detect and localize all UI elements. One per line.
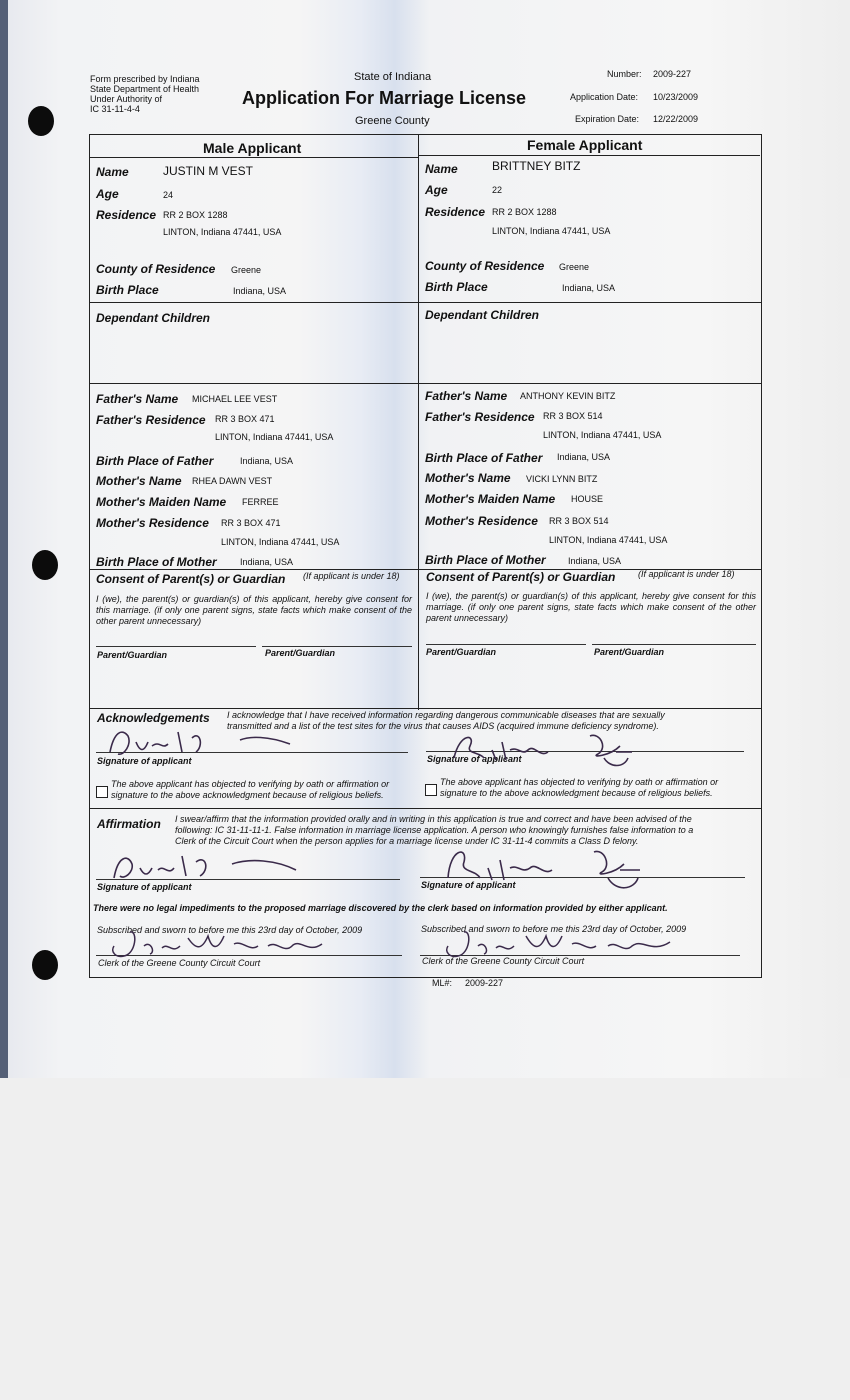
father-name-label: Father's Name <box>96 392 179 406</box>
female-mother-name: VICKI LYNN BITZ <box>526 474 598 484</box>
male-age: 24 <box>163 190 174 200</box>
divider <box>89 157 419 158</box>
mother-maiden-name-label: Mother's Maiden Name <box>425 492 556 506</box>
father-residence-label: Father's Residence <box>425 410 535 424</box>
mother-birth-place-label: Birth Place of Mother <box>96 555 217 569</box>
male-signature-affirmation <box>100 848 310 884</box>
signature-of-applicant-label: Signature of applicant <box>421 880 516 890</box>
clerk-label: Clerk of the Greene County Circuit Court <box>98 958 261 968</box>
male-father-residence-line2: LINTON, Indiana 47441, USA <box>215 432 334 442</box>
affirmation-text-line2: following: IC 31-11-11-1. False information in marriage license application. A person who knowingly furnishes false information to a <box>175 825 694 835</box>
page-title: Application For Marriage License <box>242 88 527 108</box>
religious-objection-checkbox[interactable] <box>96 786 108 798</box>
acknowledgements-text-line2: transmitted and a list of the test sites for the virus that causes AIDS (acquired immune deficiency syndrome). <box>227 721 659 731</box>
female-father-residence-line1: RR 3 BOX 514 <box>543 411 603 421</box>
male-mother-residence-line1: RR 3 BOX 471 <box>221 518 281 528</box>
father-name-label: Father's Name <box>425 389 508 403</box>
signature-of-applicant-label: Signature of applicant <box>427 754 522 764</box>
signature-line <box>592 644 756 645</box>
female-mother-maiden-name: HOUSE <box>571 494 604 504</box>
name-label: Name <box>96 165 129 179</box>
age-label: Age <box>96 187 119 201</box>
parent-guardian-label: Parent/Guardian <box>97 650 168 660</box>
male-residence-line1: RR 2 BOX 1288 <box>163 210 228 220</box>
acknowledgements-text-line1: I acknowledge that I have received information regarding dangerous communicable diseases that are sexually <box>227 710 665 720</box>
ml-number-label: ML#: <box>432 978 453 988</box>
female-county: Greene <box>559 262 590 272</box>
signature-line <box>262 646 412 647</box>
female-residence-line2: LINTON, Indiana 47441, USA <box>492 226 611 236</box>
female-father-name: ANTHONY KEVIN BITZ <box>520 391 616 401</box>
application-date: 10/23/2009 <box>653 92 699 102</box>
father-birth-place-label: Birth Place of Father <box>96 454 214 468</box>
sworn-statement: Subscribed and sworn to before me this 23rd day of October, 2009 <box>421 924 687 934</box>
father-birth-place-label: Birth Place of Father <box>425 451 543 465</box>
consent-label: Consent of Parent(s) or Guardian <box>96 572 286 586</box>
license-number: 2009-227 <box>653 69 692 79</box>
divider <box>89 808 761 809</box>
divider <box>418 155 760 156</box>
parent-guardian-label: Parent/Guardian <box>265 648 336 658</box>
clerk-signature <box>430 924 690 964</box>
female-birth-place: Indiana, USA <box>562 283 616 293</box>
county-of-residence-label: County of Residence <box>96 262 216 276</box>
signature-line <box>96 646 256 647</box>
mother-birth-place-label: Birth Place of Mother <box>425 553 546 567</box>
male-applicant-heading: Male Applicant <box>203 140 302 156</box>
acknowledgements-label: Acknowledgements <box>97 711 210 725</box>
female-name: BRITTNEY BITZ <box>492 159 581 173</box>
affirmation-label: Affirmation <box>97 817 161 831</box>
affirmation-text-line1: I swear/affirm that the information provided orally and in writing in this application is true and correct and have been advised of the <box>175 814 692 824</box>
male-mother-name: RHEA DAWN VEST <box>192 476 273 486</box>
male-signature-acknowledgement <box>100 722 310 762</box>
application-date-label: Application Date: <box>570 92 639 102</box>
dependant-children-label: Dependant Children <box>425 308 540 322</box>
male-name: JUSTIN M VEST <box>163 164 254 178</box>
religious-objection-text: The above applicant has objected to verifying by oath or affirmation or signature to the above acknowledgment because of religious beliefs. <box>111 779 390 800</box>
residence-label: Residence <box>96 208 157 222</box>
binder-hole-icon <box>28 106 54 136</box>
dependant-children-label: Dependant Children <box>96 311 211 325</box>
ml-number: 2009-227 <box>465 978 504 988</box>
male-mother-birth-place: Indiana, USA <box>240 557 294 567</box>
column-divider <box>418 134 419 710</box>
mother-name-label: Mother's Name <box>96 474 182 488</box>
divider <box>89 708 761 709</box>
father-residence-label: Father's Residence <box>96 413 206 427</box>
divider <box>89 383 761 384</box>
county-label: Greene County <box>355 115 430 127</box>
signature-of-applicant-label: Signature of applicant <box>97 882 192 892</box>
religious-objection-checkbox[interactable] <box>425 784 437 796</box>
mother-residence-label: Mother's Residence <box>96 516 209 530</box>
clerk-signature <box>100 924 340 964</box>
impediments-statement: There were no legal impediments to the proposed marriage discovered by the clerk based on information provided by either applicant. <box>93 903 668 913</box>
female-age: 22 <box>492 185 503 195</box>
number-label: Number: <box>607 69 642 79</box>
birth-place-label: Birth Place <box>425 280 488 294</box>
expiration-date-label: Expiration Date: <box>575 114 640 124</box>
consent-note: (If applicant is under 18) <box>303 571 400 581</box>
birth-place-label: Birth Place <box>96 283 159 297</box>
female-mother-birth-place: Indiana, USA <box>568 556 622 566</box>
mother-maiden-name-label: Mother's Maiden Name <box>96 495 227 509</box>
consent-text: I (we), the parent(s) or guardian(s) of this applicant, hereby give consent for this marriage. (if only one parent signs, state facts which make consent of the other parent unnecessary) <box>426 591 756 623</box>
binder-hole-icon <box>32 550 58 580</box>
male-county: Greene <box>231 265 262 275</box>
expiration-date: 12/22/2009 <box>653 114 699 124</box>
parent-guardian-label: Parent/Guardian <box>426 647 497 657</box>
male-father-name: MICHAEL LEE VEST <box>192 394 278 404</box>
consent-text: I (we), the parent(s) or guardian(s) of this applicant, hereby give consent for this marriage. (if only one parent signs, state facts which make consent of the other parent unnecessary) <box>96 594 412 626</box>
female-mother-residence-line2: LINTON, Indiana 47441, USA <box>549 535 668 545</box>
consent-label: Consent of Parent(s) or Guardian <box>426 570 616 584</box>
form-prescribed-note: Form prescribed by Indiana State Department of Health Under Authority of IC 31-11-4-4 <box>90 74 200 114</box>
male-father-birth-place: Indiana, USA <box>240 456 294 466</box>
female-applicant-heading: Female Applicant <box>527 137 643 153</box>
residence-label: Residence <box>425 205 486 219</box>
state-label: State of Indiana <box>354 71 432 83</box>
clerk-label: Clerk of the Greene County Circuit Court <box>422 956 585 966</box>
female-father-residence-line2: LINTON, Indiana 47441, USA <box>543 430 662 440</box>
binder-hole-icon <box>32 950 58 980</box>
female-mother-residence-line1: RR 3 BOX 514 <box>549 516 609 526</box>
female-residence-line1: RR 2 BOX 1288 <box>492 207 557 217</box>
female-father-birth-place: Indiana, USA <box>557 452 611 462</box>
female-signature-affirmation <box>434 842 664 896</box>
male-mother-maiden-name: FERREE <box>242 497 279 507</box>
male-residence-line2: LINTON, Indiana 47441, USA <box>163 227 282 237</box>
male-mother-residence-line2: LINTON, Indiana 47441, USA <box>221 537 340 547</box>
affirmation-text-line3: Clerk of the Circuit Court when the person applies for a marriage license under IC 31-11-4 commits a Class D felony. <box>175 836 639 846</box>
mother-residence-label: Mother's Residence <box>425 514 538 528</box>
male-father-residence-line1: RR 3 BOX 471 <box>215 414 275 424</box>
female-signature-acknowledgement <box>440 728 640 772</box>
signature-line <box>426 644 586 645</box>
religious-objection-text: The above applicant has objected to verifying by oath or affirmation or signature to the above acknowledgment because of religious beliefs. <box>440 777 719 798</box>
county-of-residence-label: County of Residence <box>425 259 545 273</box>
divider <box>89 302 761 303</box>
male-birth-place: Indiana, USA <box>233 286 287 296</box>
consent-note: (If applicant is under 18) <box>638 569 735 579</box>
mother-name-label: Mother's Name <box>425 471 511 485</box>
signature-of-applicant-label: Signature of applicant <box>97 756 192 766</box>
age-label: Age <box>425 183 448 197</box>
sworn-statement: Subscribed and sworn to before me this 23rd day of October, 2009 <box>97 925 363 935</box>
name-label: Name <box>425 162 458 176</box>
parent-guardian-label: Parent/Guardian <box>594 647 665 657</box>
